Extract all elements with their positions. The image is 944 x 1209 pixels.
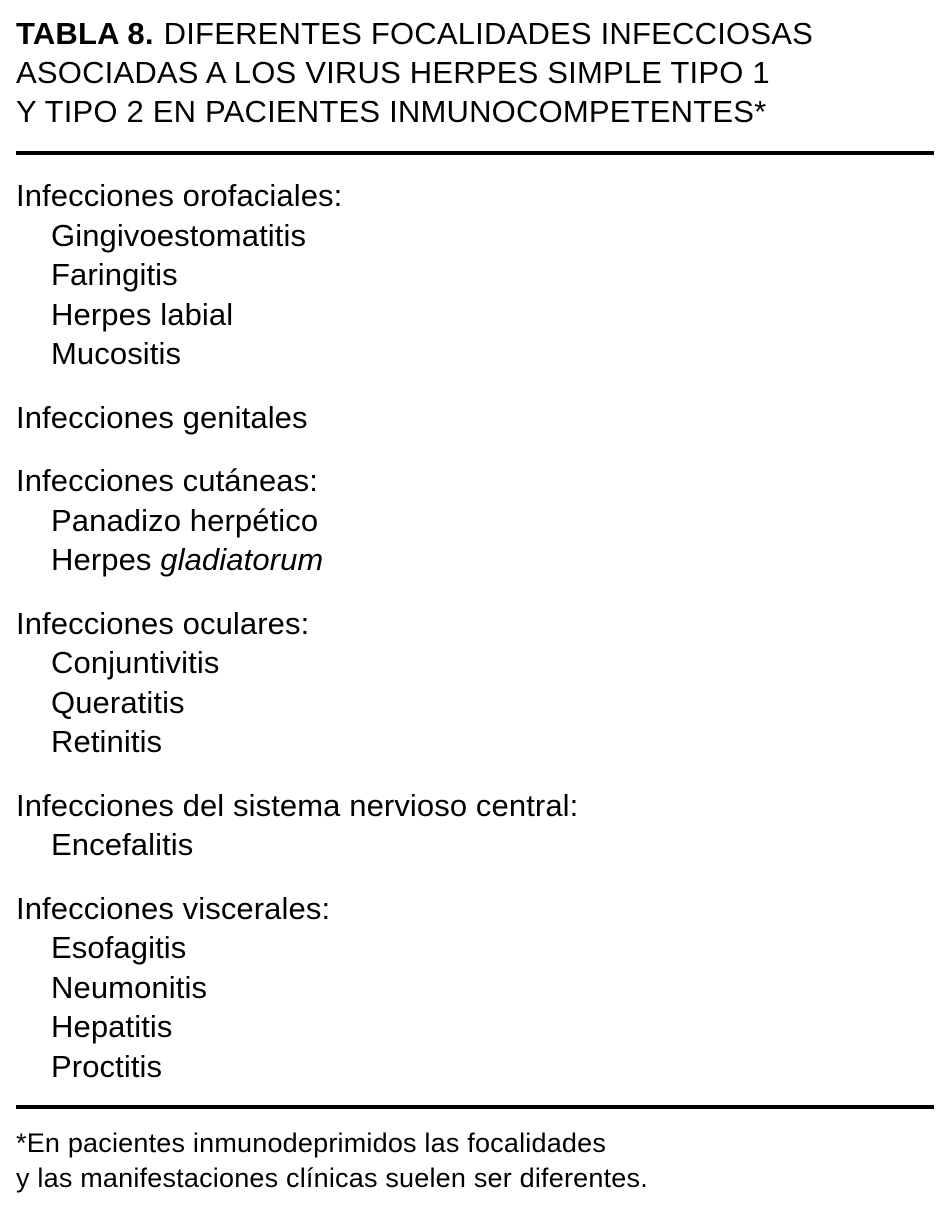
- group-oculares: [16, 604, 934, 762]
- group-viscerales: [16, 889, 934, 1087]
- group-title: Infecciones del sistema nervioso central:: [16, 787, 579, 823]
- list-item: Proctitis: [51, 1048, 163, 1084]
- table-title-line-2: ASOCIADAS A LOS VIRUS HERPES SIMPLE TIPO 1: [16, 55, 770, 90]
- group-items: [16, 825, 934, 865]
- group-items: [16, 928, 934, 1086]
- group-title: Infecciones cutáneas:: [16, 463, 318, 498]
- list-item-italic: gladiatorum: [160, 542, 324, 577]
- list-item: Hepatitis: [51, 1009, 173, 1044]
- list-item: Gingivoestomatitis: [51, 217, 307, 253]
- table-label: TABLA 8.: [16, 16, 154, 51]
- group-title: Infecciones genitales: [16, 399, 308, 435]
- list-item: Faringitis: [51, 257, 178, 292]
- list-item: Queratitis: [51, 684, 185, 720]
- table-title-line-1: DIFERENTES FOCALIDADES INFECCIOSAS: [163, 16, 813, 51]
- list-item-text: Herpes: [51, 542, 152, 577]
- table-title: [16, 14, 934, 131]
- group-title: Infecciones oculares:: [16, 605, 310, 641]
- table-container: [16, 14, 934, 1193]
- footnote-line-1: *En pacientes inmunodeprimidos las focalidades: [16, 1128, 607, 1158]
- group-cutaneas: [16, 461, 934, 580]
- group-genitales: [16, 398, 934, 438]
- group-snc: [16, 786, 934, 865]
- list-item: Mucositis: [51, 336, 182, 371]
- group-items: [16, 216, 934, 374]
- group-items: [16, 643, 934, 762]
- list-item: Neumonitis: [51, 969, 208, 1005]
- group-orofaciales: [16, 176, 934, 374]
- group-items: [16, 501, 934, 580]
- list-item: Retinitis: [51, 724, 163, 759]
- list-item: Panadizo herpético: [51, 502, 319, 538]
- list-item: [51, 540, 934, 580]
- top-rule: [16, 151, 934, 155]
- group-title: Infecciones orofaciales:: [16, 178, 343, 213]
- table-title-line-3: Y TIPO 2 EN PACIENTES INMUNOCOMPETENTES*: [16, 94, 767, 129]
- group-title: Infecciones viscerales:: [16, 890, 331, 926]
- list-item: Esofagitis: [51, 930, 187, 965]
- footnote-line-2: y las manifestaciones clínicas suelen ser diferentes.: [16, 1163, 648, 1193]
- table-body: [16, 176, 934, 1110]
- list-item: Herpes labial: [51, 296, 234, 332]
- footnote: [16, 1126, 934, 1196]
- list-item: Encefalitis: [51, 827, 194, 862]
- bottom-rule: [16, 1105, 934, 1109]
- list-item: Conjuntivitis: [51, 645, 220, 680]
